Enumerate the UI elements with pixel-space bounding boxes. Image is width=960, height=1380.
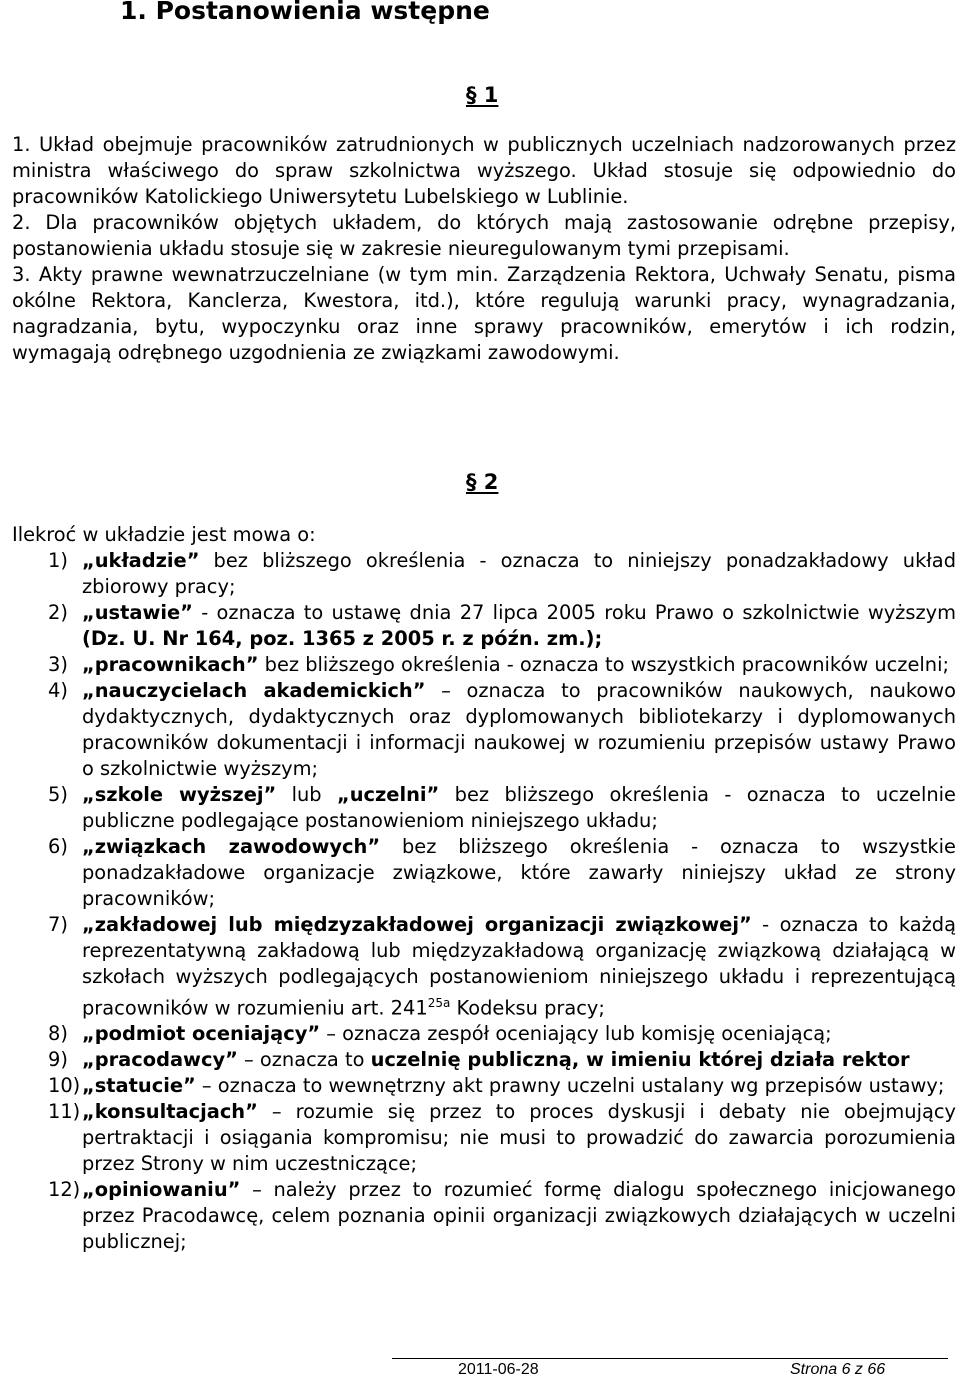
definition-text-cont: bez bliższego określenia - oznacza to uczelnie publiczne podlegające postanowieniom niniejszego układu; [82, 783, 956, 832]
section-2-intro: Ilekroć w układzie jest mowa o: [12, 523, 316, 546]
definition-item [12, 600, 956, 652]
definition-number: 10) [48, 1074, 81, 1098]
section-1-item: 3. Akty prawne wewnatrzuczelniane (w tym min. Zarządzenia Rektora, Uchwały Senatu, pisma okólne Rektora, Kanclerza, Kwestora, itd.), które regulują warunki pracy, wynagradzania, nagradzania, bytu, wypoczynku oraz inne sprawy pracowników, emerytów i ich rodzin, wymagają odrębnego uzgodnienia ze związkami zawodowymi. [12, 263, 956, 364]
definition-text: - oznacza to każdą reprezentatywną zakładową lub międzyzakładową organizację związkową działającą w szkołach wyższych podlegających postanowieniom niniejszego układu i reprezentującą pracowników w rozumieniu art. 241 [82, 913, 956, 1020]
definition-term: „opiniowaniu” [82, 1178, 241, 1202]
definition-term: „podmiot oceniający” [82, 1022, 321, 1046]
definition-text: bez bliższego określenia - oznacza to wszystkich pracowników uczelni; [258, 653, 949, 676]
definition-number: 11) [48, 1100, 81, 1124]
definition-number: 8) [48, 1022, 68, 1046]
footer-date: 2011-06-28 [458, 1361, 539, 1378]
definition-text: bez bliższego określenia - oznacza to wszystkie ponadzakładowe organizacje związkowe, które zawarły niniejszy układ ze strony pracowników; [82, 835, 956, 910]
definition-number: 4) [48, 679, 68, 702]
definition-term: „związkach zawodowych” [82, 835, 381, 858]
section-1-item: 2. Dla pracowników objętych układem, do których mają zastosowanie odrębne przepisy, postanowienia układu stosuje się w zakresie nieuregulowanym tymi przepisami. [12, 211, 956, 260]
section-2-mark: § 2 [466, 470, 499, 494]
definition-text: lub [276, 783, 337, 806]
definition-number: 5) [48, 783, 68, 806]
definition-term: „ustawie” [82, 601, 193, 624]
definition-text: – rozumie się przez to proces dyskusji i debaty nie obejmujący pertraktacji i osiągania kompromisu; nie musi to prowadzić do zawarcia porozumienia przez Strony w nim uczestniczące; [82, 1100, 956, 1176]
definition-term: „zakładowej lub międzyzakładowej organizacji związkowej” [82, 913, 752, 936]
definition-text: – oznacza to pracowników naukowych, naukowo dydaktycznych, dydaktycznych oraz dyplomowanych bibliotekarzy i dyplomowanych pracowników dokumentacji i informacji naukowej w rozumieniu przepisów ustawy Prawo o szkolnictwie wyższym; [82, 679, 956, 780]
definition-item [12, 548, 956, 600]
definition-number: 12) [48, 1178, 81, 1202]
section-1-mark: § 1 [466, 83, 499, 107]
definition-text: – należy przez to rozumieć formę dialogu społecznego inicjowanego przez Pracodawcę, celem poznania opinii organizacji związkowych działających w uczelni publicznej; [82, 1178, 956, 1254]
definition-term: „nauczycielach akademickich” [82, 679, 426, 702]
definition-item [12, 678, 956, 782]
definition-item [12, 912, 956, 1021]
definition-item [12, 782, 956, 834]
article-superscript: 25a [427, 996, 451, 1010]
section-2-body [12, 522, 956, 1255]
definition-term: „konsultacjach” [82, 1100, 258, 1124]
definition-number: 7) [48, 913, 68, 936]
definition-text: – oznacza zespół oceniający lub komisję oceniającą; [320, 1022, 832, 1046]
definition-number: 1) [48, 549, 68, 572]
definition-term: „statucie” [82, 1074, 196, 1098]
definition-text-cont: Kodeksu pracy; [450, 996, 605, 1020]
definition-term: „szkole wyższej” [82, 783, 277, 806]
footer-rule [392, 1358, 948, 1359]
section-1-body [12, 132, 956, 366]
definition-term: „pracodawcy” [82, 1048, 238, 1072]
definition-item [12, 1073, 956, 1099]
definitions-list [12, 548, 956, 1255]
definition-emphasis: uczelnię publiczną, w imieniu której działa rektor [370, 1048, 910, 1072]
definition-item [12, 652, 956, 678]
definition-number: 9) [48, 1048, 68, 1072]
definition-term: „pracownikach” [82, 653, 259, 676]
footer-page-number: Strona 6 z 66 [790, 1361, 886, 1378]
definition-number: 3) [48, 653, 68, 676]
section-1-item: 1. Układ obejmuje pracowników zatrudnionych w publicznych uczelniach nadzorowanych przez ministra właściwego do spraw szkolnictwa wyższego. Układ stosuje się odpowiednio do pracowników Katolickiego Uniwersytetu Lubelskiego w Lublinie. [12, 133, 956, 208]
definition-item [12, 1047, 956, 1073]
definition-text: - oznacza to ustawę dnia 27 lipca 2005 roku Prawo o szkolnictwie wyższym [192, 601, 956, 624]
definition-item [12, 834, 956, 912]
definition-text: – oznacza to wewnętrzny akt prawny uczelni ustalany wg przepisów ustawy; [195, 1074, 945, 1098]
definition-item [12, 1021, 956, 1047]
definition-item [12, 1099, 956, 1177]
definition-number: 2) [48, 601, 68, 624]
chapter-title: 1. Postanowienia wstępne [120, 0, 490, 25]
definition-term-alt: „uczelni” [336, 783, 440, 806]
definition-term: „układzie” [82, 549, 200, 572]
definition-text: – oznacza to [237, 1048, 371, 1072]
definition-item [12, 1177, 956, 1255]
definition-text: bez bliższego określenia - oznacza to niniejszy ponadzakładowy układ zbiorowy pracy; [82, 549, 956, 598]
definition-number: 6) [48, 835, 68, 858]
definition-citation: (Dz. U. Nr 164, poz. 1365 z 2005 r. z późn. zm.); [82, 627, 603, 650]
